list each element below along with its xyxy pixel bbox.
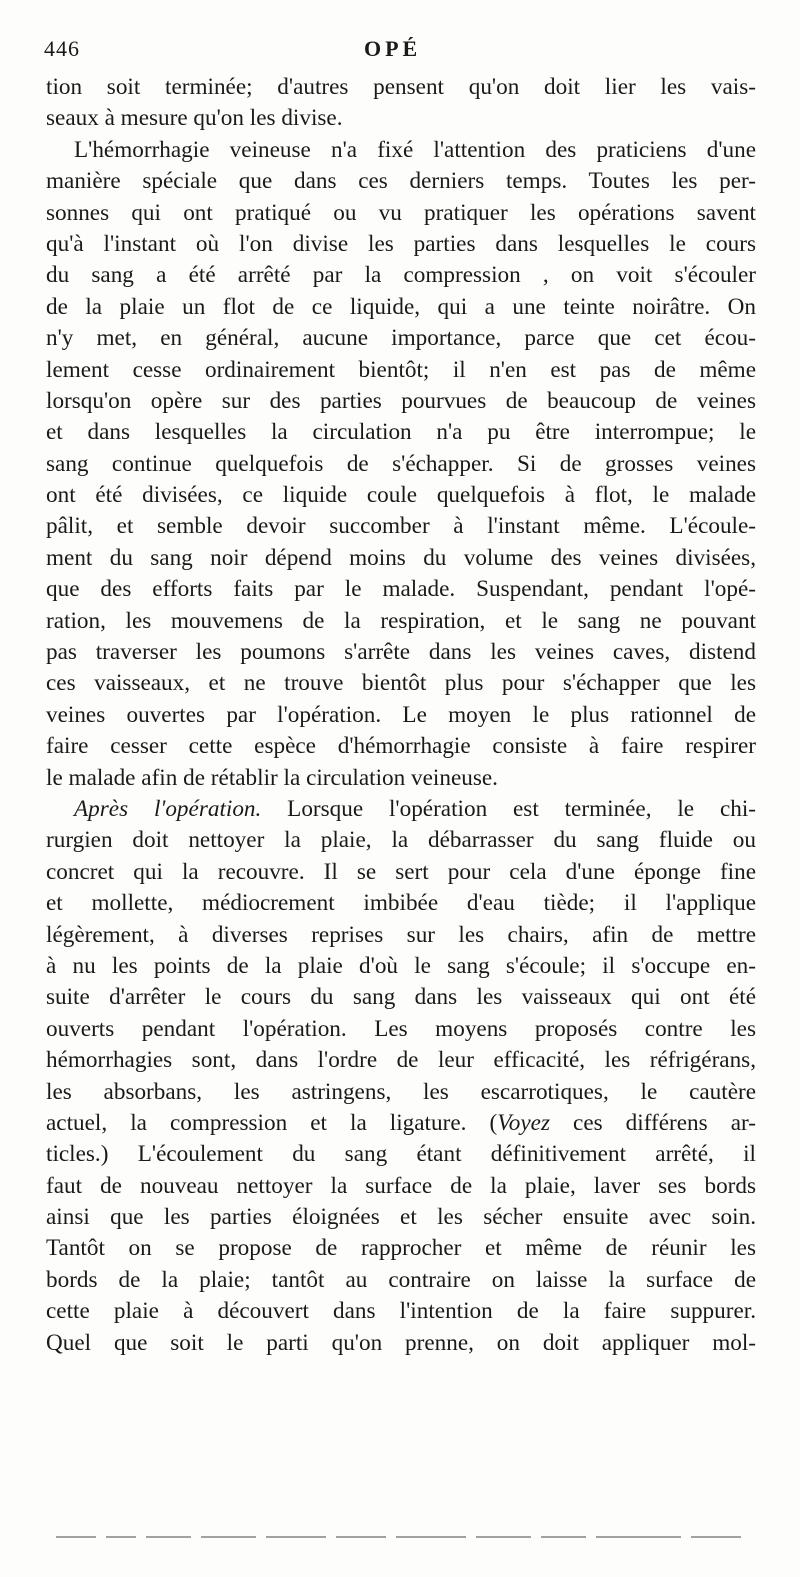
text-line: qu'à l'instant où l'on divise les parties dans lesquelles le cours: [46, 230, 756, 257]
text-line: n'y met, en général, aucune importance, parce que cet écou-: [46, 325, 756, 352]
text-line: pas traverser les poumons s'arrête dans les veines caves, distend: [46, 639, 756, 666]
text-line: rurgien doit nettoyer la plaie, la débarrasser du sang fluide ou: [46, 827, 756, 854]
text-line: cette plaie à découvert dans l'intention de la faire suppurer.: [46, 1298, 756, 1325]
page-header: [44, 36, 756, 70]
bleed-mark: [201, 1536, 256, 1538]
text-line: veines ouvertes par l'opération. Le moyen le plus rationnel de: [46, 701, 756, 728]
bleed-mark: [266, 1536, 326, 1538]
text-line: seaux à mesure qu'on les divise.: [46, 105, 343, 132]
bleed-mark: [541, 1536, 586, 1538]
voyez-reference: Voyez: [497, 1109, 550, 1136]
bleed-mark: [691, 1536, 741, 1538]
text-line: et dans lesquelles la circulation n'a pu être interrompue; le: [46, 419, 756, 446]
text-line: bords de la plaie; tantôt au contraire on laisse la surface de: [46, 1266, 756, 1293]
text-line: lorsqu'on opère sur des parties pourvues de beaucoup de veines: [46, 387, 756, 414]
text-line: ment du sang noir dépend moins du volume des veines divisées,: [46, 544, 756, 571]
text-line: que des efforts faits par le malade. Suspendant, pendant l'opé-: [46, 576, 756, 603]
page-number: 446: [44, 36, 80, 61]
text-fragment: ces différens ar-: [573, 1109, 756, 1136]
section-title: Après l'opération.: [74, 795, 262, 822]
text-line: ainsi que les parties éloignées et les sécher ensuite avec soin.: [46, 1204, 756, 1231]
text-line: [46, 794, 756, 825]
text-line: ces vaisseaux, et ne trouve bientôt plus pour s'échapper que les: [46, 670, 756, 697]
text-line: L'hémorrhagie veineuse n'a fixé l'attention des praticiens d'une: [74, 136, 756, 163]
text-line: de la plaie un flot de ce liquide, qui a une teinte noirâtre. On: [46, 293, 756, 320]
text-line: ticles.) L'écoulement du sang étant définitivement arrêté, il: [46, 1141, 756, 1168]
footer-bleed-through: [56, 1526, 756, 1534]
text-line: lement cesse ordinairement bientôt; il n'en est pas de même: [46, 356, 756, 383]
running-head: OPÉ: [364, 36, 422, 61]
text-line: et mollette, médiocrement imbibée d'eau tiède; il l'applique: [46, 890, 756, 917]
text-line: légèrement, à diverses reprises sur les chairs, afin de mettre: [46, 921, 756, 948]
text-line: le malade afin de rétablir la circulation veineuse.: [46, 764, 498, 791]
text-line: faut de nouveau nettoyer la surface de la plaie, laver ses bords: [46, 1172, 756, 1199]
text-line: les absorbans, les astringens, les escarrotiques, le cautère: [46, 1078, 756, 1105]
text-line: ont été divisées, ce liquide coule quelquefois à flot, le malade: [46, 482, 756, 509]
text-fragment: Lorsque l'opération est terminée, le chi-: [287, 795, 756, 822]
text-line: pâlit, et semble devoir succomber à l'instant même. L'écoule-: [46, 513, 756, 540]
text-line: concret qui la recouvre. Il se sert pour cela d'une éponge fine: [46, 858, 756, 885]
body-text: [46, 72, 756, 1359]
bleed-mark: [396, 1536, 466, 1538]
text-line: hémorrhagies sont, dans l'ordre de leur efficacité, les réfrigérans,: [46, 1047, 756, 1074]
text-line: tion soit terminée; d'autres pensent qu'on doit lier les vais-: [46, 74, 756, 100]
text-line: suite d'arrêter le cours du sang dans les vaisseaux qui ont été: [46, 984, 756, 1011]
text-fragment: actuel, la compression et la ligature. (: [46, 1109, 498, 1136]
text-line: à nu les points de la plaie d'où le sang s'écoule; il s'occupe en-: [46, 952, 756, 979]
bleed-mark: [56, 1536, 96, 1538]
text-line: faire cesser cette espèce d'hémorrhagie consiste à faire respirer: [46, 733, 756, 760]
text-line: manière spéciale que dans ces derniers temps. Toutes les per-: [46, 168, 756, 195]
bleed-mark: [146, 1536, 191, 1538]
text-line: sang continue quelquefois de s'échapper. Si de grosses veines: [46, 450, 756, 477]
text-line: Quel que soit le parti qu'on prenne, on doit appliquer mol-: [46, 1329, 756, 1356]
text-line: ration, les mouvemens de la respiration, et le sang ne pouvant: [46, 607, 756, 634]
text-line: ouverts pendant l'opération. Les moyens proposés contre les: [46, 1015, 756, 1042]
bleed-mark: [106, 1536, 136, 1538]
bleed-mark: [596, 1536, 681, 1538]
text-line: [46, 1108, 756, 1139]
text-line: sonnes qui ont pratiqué ou vu pratiquer les opérations savent: [46, 199, 756, 226]
bleed-mark: [336, 1536, 386, 1538]
bleed-mark: [476, 1536, 531, 1538]
text-line: Tantôt on se propose de rapprocher et même de réunir les: [46, 1235, 756, 1262]
text-line: du sang a été arrêté par la compression , on voit s'écouler: [46, 262, 756, 289]
